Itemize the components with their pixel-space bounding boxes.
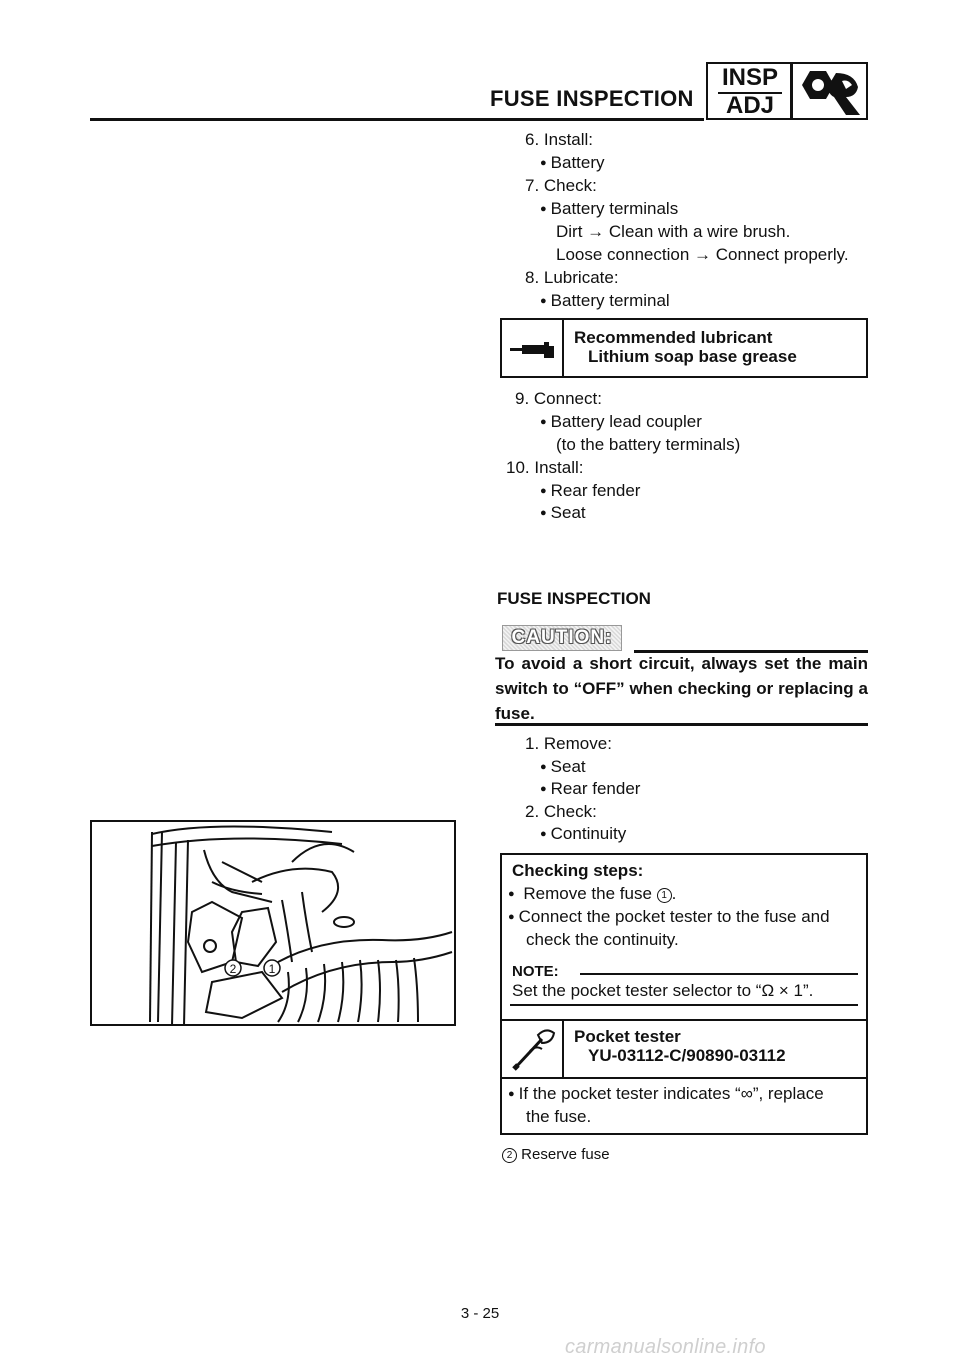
step-8-label: 8. Lubricate: bbox=[525, 268, 619, 287]
checking-step-2-line-1: ● Connect the pocket tester to the fuse and bbox=[508, 906, 830, 930]
figure-legend bbox=[502, 1144, 610, 1166]
note-text: Set the pocket tester selector to “Ω × 1”. bbox=[512, 981, 814, 1000]
header-rule bbox=[90, 118, 704, 121]
step-10-label: 10. Install: bbox=[506, 458, 584, 477]
step-7-note-2: Loose connection → Connect properly. bbox=[556, 245, 849, 264]
result-line-1: ● If the pocket tester indicates “∞”, replace bbox=[508, 1083, 824, 1107]
step-1-item-2: ● Rear fender bbox=[540, 778, 640, 802]
figure-callout-2: 2 bbox=[229, 962, 237, 976]
fuse-location-figure bbox=[90, 820, 456, 1026]
legend-text: Reserve fuse bbox=[521, 1146, 610, 1163]
fuse-location-drawing bbox=[92, 822, 456, 1026]
note-rule bbox=[580, 973, 858, 975]
step-9-note: (to the battery terminals) bbox=[556, 435, 741, 454]
tool-value: YU-03112-C/90890-03112 bbox=[588, 1046, 786, 1065]
checking-heading: Checking steps: bbox=[512, 861, 644, 880]
step-10-item-2: ● Seat bbox=[540, 502, 586, 526]
lubricant-value: Lithium soap base grease bbox=[588, 347, 797, 366]
watermark: carmanualsonline.info bbox=[565, 1336, 766, 1358]
section-badge bbox=[706, 62, 868, 120]
lubricant-heading: Recommended lubricant bbox=[574, 328, 773, 347]
result-line-2: the fuse. bbox=[526, 1107, 592, 1126]
step-10-item-1: ● Rear fender bbox=[540, 480, 640, 504]
step-2-label: 2. Check: bbox=[525, 802, 597, 821]
page-number: 3 - 25 bbox=[460, 1305, 500, 1322]
step-8-item: ● Battery terminal bbox=[540, 290, 670, 314]
caution-label: CAUTION: bbox=[502, 625, 622, 651]
step-2-item: ● Continuity bbox=[540, 823, 626, 847]
badge-top-label: INSP bbox=[721, 64, 778, 91]
checking-step-2-line-2: check the continuity. bbox=[526, 930, 679, 949]
tool-heading: Pocket tester bbox=[574, 1027, 681, 1046]
step-1-item-1: ● Seat bbox=[540, 756, 586, 780]
step-9-item: ● Battery lead coupler bbox=[540, 411, 702, 435]
caution-bottom-rule bbox=[495, 723, 868, 726]
legend-callout-2: 2 bbox=[502, 1148, 517, 1163]
step-7-label: 7. Check: bbox=[525, 176, 597, 195]
callout-1: 1 bbox=[657, 888, 672, 903]
section-title: FUSE INSPECTION bbox=[497, 589, 651, 608]
figure-callout-1: 1 bbox=[268, 962, 276, 976]
step-1-label: 1. Remove: bbox=[525, 734, 612, 753]
step-6-label: 6. Install: bbox=[525, 130, 594, 149]
caution-text: To avoid a short circuit, always set the main switch to “OFF” when checking or replacing a fuse. bbox=[495, 654, 868, 723]
step-7-item: ● Battery terminals bbox=[540, 198, 678, 222]
page-header-title: FUSE INSPECTION bbox=[490, 86, 694, 111]
step-7-note-1: Dirt → Clean with a wire brush. bbox=[556, 222, 791, 241]
step-6-item: ● Battery bbox=[540, 152, 605, 176]
wrench-nut-icon bbox=[796, 67, 864, 117]
grease-gun-icon bbox=[510, 340, 556, 360]
note-bottom-rule bbox=[510, 1004, 858, 1006]
step-9-label: 9. Connect: bbox=[515, 389, 602, 408]
badge-bottom-label: ADJ bbox=[725, 92, 774, 119]
pocket-tester-probe-icon bbox=[512, 1025, 556, 1071]
checking-step-1: ● Remove the fuse 1 . bbox=[508, 883, 676, 907]
note-label: NOTE: bbox=[512, 963, 559, 980]
